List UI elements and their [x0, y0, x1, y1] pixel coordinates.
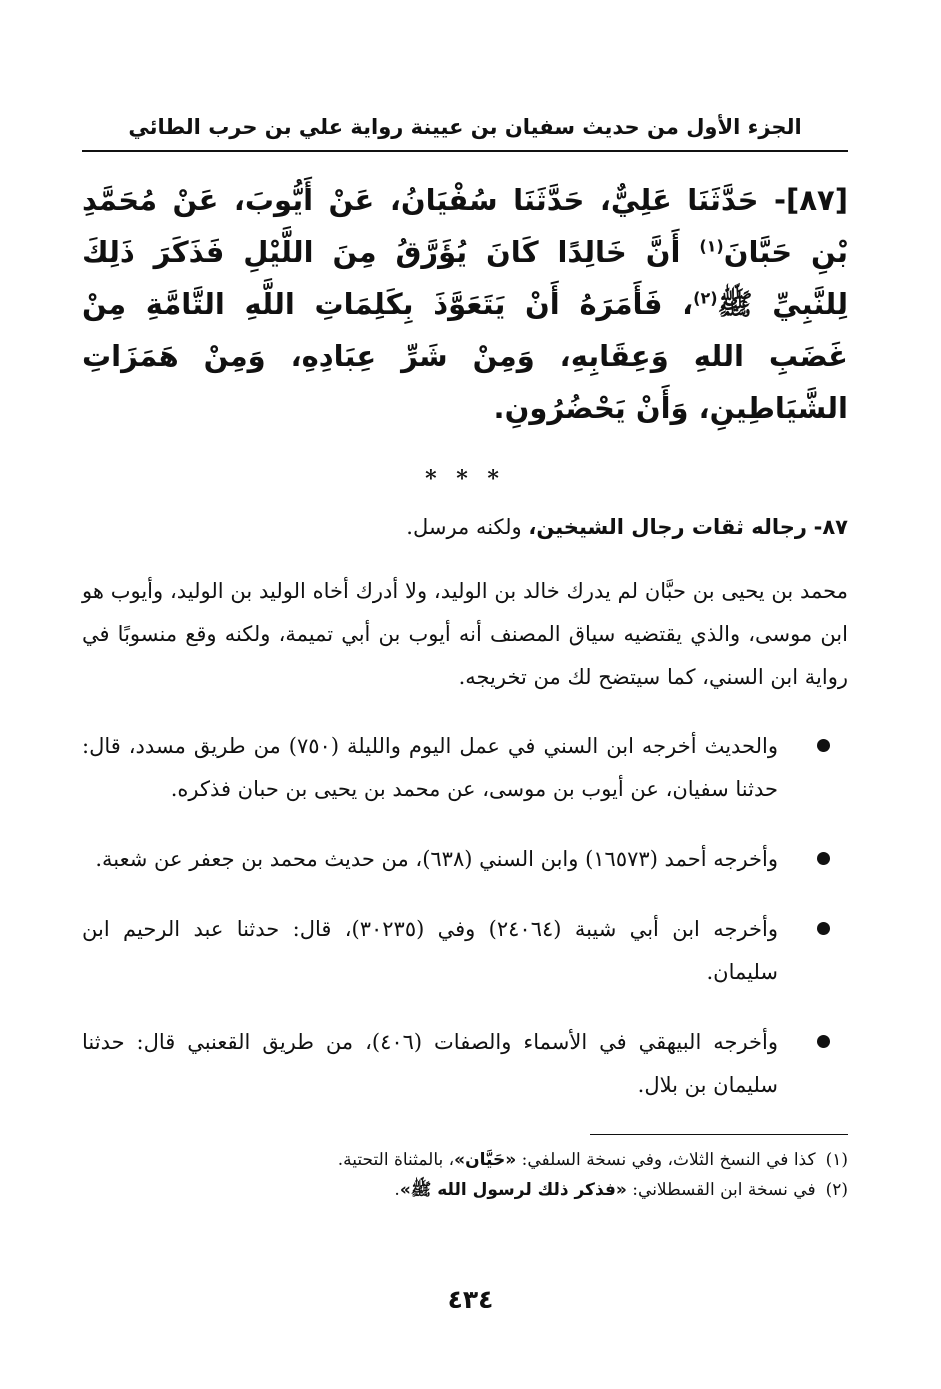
asterisk-separator: * * * [425, 466, 505, 492]
hadith-text-part-1: [٨٧]- حَدَّثَنَا عَلِيٌّ، حَدَّثَنَا سُفْيَانُ، عَنْ أَيُّوبَ، عَنْ مُحَمَّدِ بْنِ حَبَّانَ [82, 183, 848, 269]
footnote-2 [82, 1175, 848, 1205]
list-item [82, 838, 848, 881]
footnote-1 [82, 1145, 848, 1175]
list-item-text: والحديث أخرجه ابن السني في عمل اليوم والليلة (٧٥٠) من طريق مسدد، قال: حدثنا سفيان، عن أيوب بن موسى، عن محمد بن يحيى بن حبان فذكره. [82, 734, 778, 801]
list-item [82, 1021, 848, 1107]
commentary-number: ٨٧- [813, 515, 848, 539]
footnote-number: (١) [825, 1150, 848, 1170]
list-item [82, 725, 848, 811]
footnote-text: كذا في النسخ الثلاث، وفي نسخة السلفي: [516, 1150, 816, 1170]
hadith-text-part-2: أَنَّ خَالِدًا كَانَ يُؤَرَّقُ مِنَ اللَّيْلِ فَذَكَرَ ذَلِكَ لِلنَّبِيِّ ﷺ [82, 235, 848, 321]
footnote-text: في نسخة ابن القسطلاني: [626, 1180, 816, 1200]
list-item-text: وأخرجه أحمد (١٦٥٧٣) وابن السني (٦٣٨)، من حديث محمد بن جعفر عن شعبة. [95, 847, 778, 871]
bullet-icon [817, 852, 830, 865]
takhrij-list [82, 725, 848, 1107]
commentary-paragraph: محمد بن يحيى بن حبَّان لم يدرك خالد بن الوليد، ولا أدرك أخاه الوليد بن الوليد، وأيوب هو ابن موسى، والذي يقتضيه سياق المصنف أنه أيوب بن أبي تميمة، ولكنه وقع منسوبًا في رواية ابن السني، كما سيتضح لك من تخريجه. [82, 579, 848, 689]
list-item [82, 908, 848, 994]
footnote-quote: «حَيَّان» [454, 1150, 517, 1170]
bullet-icon [817, 922, 830, 935]
footnote-text-end: . [394, 1180, 400, 1200]
list-item-text: وأخرجه البيهقي في الأسماء والصفات (٤٠٦)، من طريق القعنبي قال: حدثنا سليمان بن بلال. [82, 1030, 778, 1097]
bullet-icon [817, 1035, 830, 1048]
footnote-number: (٢) [825, 1180, 848, 1200]
footnote-divider [590, 1134, 848, 1135]
commentary-verdict-rest: ولكنه مرسل. [406, 515, 529, 539]
page-body [82, 110, 848, 1205]
bullet-icon [817, 739, 830, 752]
commentary-verdict: رجاله ثقات رجال الشيخين، [528, 515, 807, 539]
hadith-text-part-3: ، فَأَمَرَهُ أَنْ يَتَعَوَّذَ بِكَلِمَاتِ اللَّهِ التَّامَّةِ مِنْ غَضَبِ اللهِ وَعِقَابِهِ، وَمِنْ شَرِّ عِبَادِهِ، وَمِنْ هَمَزَاتِ الشَّيَاطِينِ، وَأَنْ يَحْضُرُونِ. [82, 287, 848, 425]
running-head: الجزء الأول من حديث سفيان بن عيينة رواية علي بن حرب الطائي [82, 110, 848, 152]
footnote-quote: «فذكر ذلك لرسول الله ﷺ» [399, 1180, 627, 1200]
footnote-text-end: ، بالمثناة التحتية. [337, 1150, 455, 1170]
hadith-text [82, 174, 848, 434]
page-number: ٤٣٤ [447, 1285, 494, 1314]
list-item-text: وأخرجه ابن أبي شيبة (٢٤٠٦٤) وفي (٣٠٢٣٥)، قال: حدثنا عبد الرحيم ابن سليمان. [82, 917, 779, 984]
commentary-heading [82, 508, 848, 546]
footnote-marker-2: (٢) [693, 288, 718, 308]
footnote-marker-1: (١) [699, 236, 724, 256]
